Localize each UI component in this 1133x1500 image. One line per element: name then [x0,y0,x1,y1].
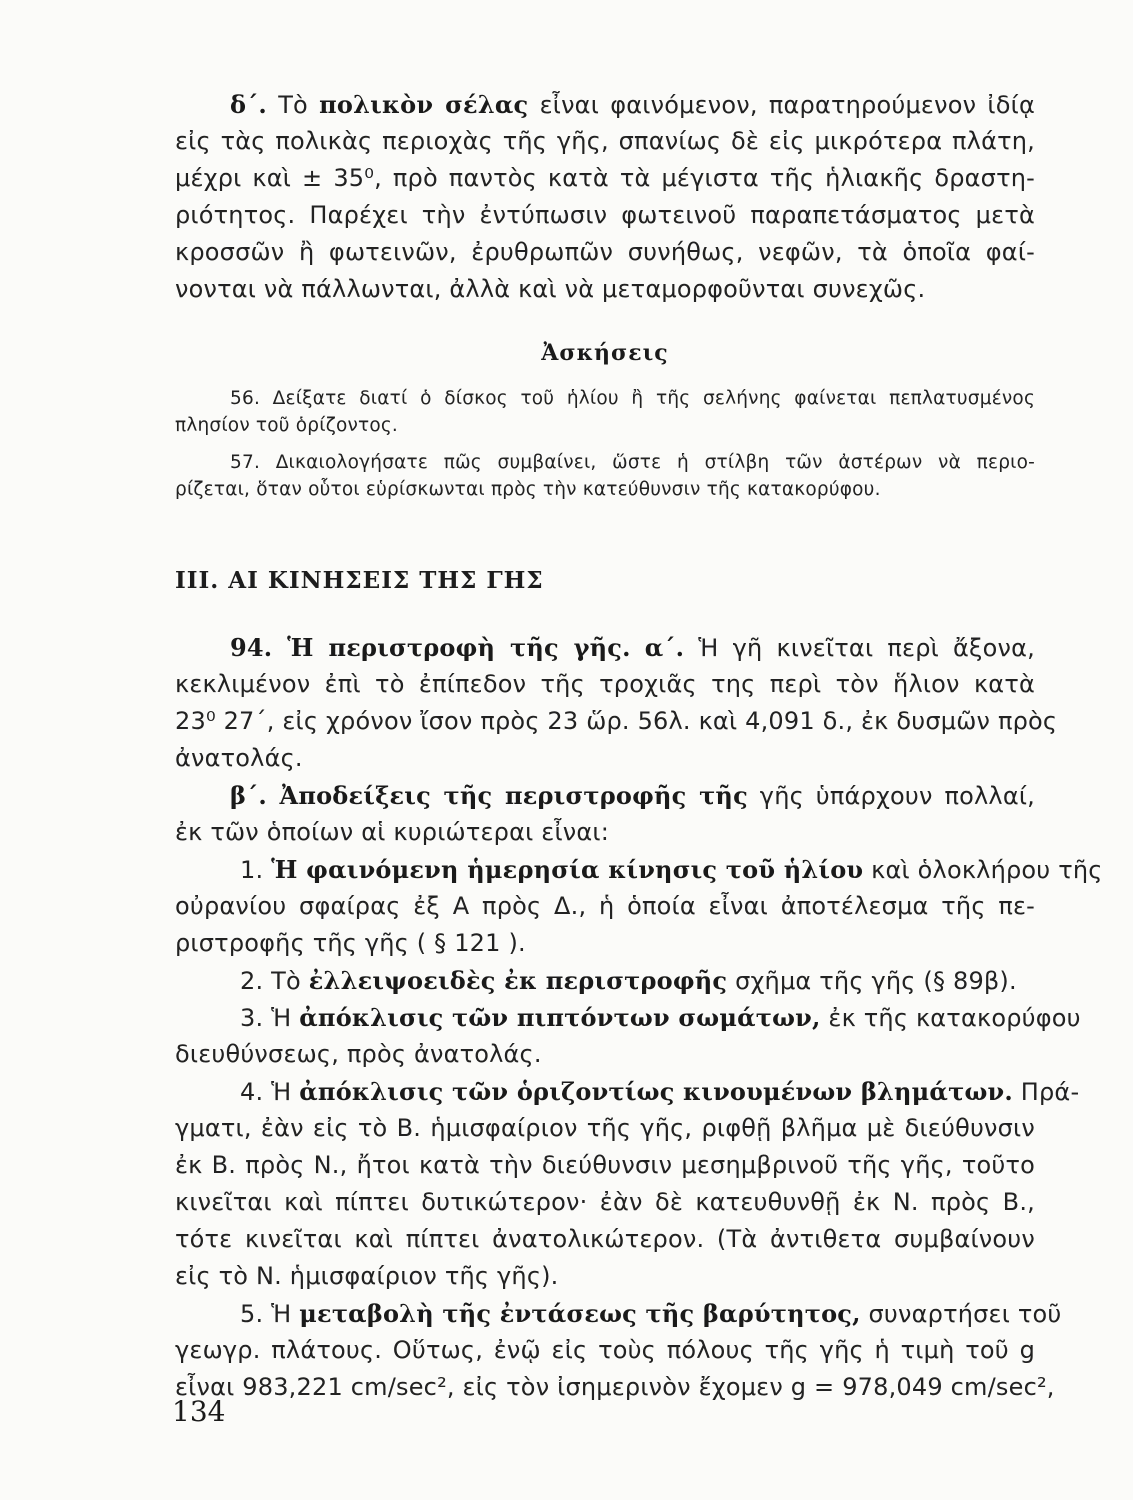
list-item: 3. Ἡ ἀπόκλισις τῶν πιπτόντων σωμάτων, ἐκ τῆς κατακορύφου [240,1003,1081,1032]
list-item: 5. Ἡ μεταβολὴ τῆς ἐντάσεως τῆς βαρύτητος, συναρτήσει τοῦ [240,1299,1062,1328]
exercises-section [175,340,1035,506]
text-line: ριότητος. Παρέχει τὴν ἐντύπωσιν φωτεινοῦ παραπετάσματος μετὰ [175,201,1035,229]
page-number: 134 [172,1395,226,1428]
text-line: ἐκ Β. πρὸς Ν., ἤτοι κατὰ τὴν διεύθυνσιν μεσημβρινοῦ τῆς γῆς, τοῦτο [175,1151,1035,1179]
text-line: δ΄. Τὸ πολικὸν σέλας εἶναι φαινόμενον, παρατηρούμενον ἰδίᾳ [230,90,1035,119]
text-line: κεκλιμένον ἐπὶ τὸ ἐπίπεδον τῆς τροχιᾶς της περὶ τὸν ἥλιον κατὰ [175,670,1035,698]
text-line: κροσσῶν ἢ φωτεινῶν, ἐρυθρωπῶν συνήθως, νεφῶν, τὰ ὁποῖα φαί- [175,238,1035,266]
text-line: 94. Ἡ περιστροφὴ τῆς γῆς. α΄. Ἡ γῆ κινεῖται περὶ ἄξονα, [230,633,1035,662]
paragraph-beta [175,781,1035,855]
list-item: 4. Ἡ ἀπόκλισις τῶν ὁριζοντίως κινουμένων βλημάτων. Πρά- [240,1077,1080,1106]
exercise-57-line: 57. Δικαιολογήσατε πῶς συμβαίνει, ὥστε ἡ στίλβη τῶν ἀστέρων νὰ περιο- [230,452,1035,473]
text-line: γεωγρ. πλάτους. Οὕτως, ἐνῷ εἰς τοὺς πόλους τῆς γῆς ἡ τιμὴ τοῦ g [175,1336,1035,1364]
list-item: 1. Ἡ φαινόμενη ἡμερησία κίνησις τοῦ ἡλίου καὶ ὁλοκλήρου τῆς [240,855,1103,884]
exercise-57-line: ρίζεται, ὅταν οὗτοι εὑρίσκωνται πρὸς τὴν κατεύθυνσιν τῆς κατακορύφου. [175,479,881,500]
text-line: γματι, ἐὰν εἰς τὸ Β. ἡμισφαίριον τῆς γῆς, ριφθῇ βλῆμα μὲ διεύθυνσιν [175,1114,1035,1142]
text-line: κινεῖται καὶ πίπτει δυτικώτερον· ἐὰν δὲ κατευθυνθῇ ἐκ Ν. πρὸς Β., [175,1188,1035,1216]
paragraph-polar-aurora [175,90,1035,312]
text-line: ἐκ τῶν ὁποίων αἱ κυριώτεραι εἶναι: [175,818,610,846]
list-item: 2. Τὸ ἐλλειψοειδὲς ἐκ περιστροφῆς σχῆμα τῆς γῆς (§ 89β). [240,966,1017,995]
section-title: III. ΑΙ ΚΙΝΗΣΕΙΣ ΤΗΣ ΓΗΣ [175,567,544,594]
text-line: διευθύνσεως, πρὸς ἀνατολάς. [175,1040,542,1068]
text-line: τότε κινεῖται καὶ πίπτει ἀνατολικώτερον. (Τὰ ἀντιθετα συμβαίνουν [175,1225,1035,1253]
proofs-list [175,855,1103,1410]
text-line: μέχρι καὶ ± 35⁰, πρὸ παντὸς κατὰ τὰ μέγιστα τῆς ἡλιακῆς δραστη- [175,164,1035,192]
section-heading [175,567,1035,594]
text-line: εἰς τὰς πολικὰς περιοχὰς τῆς γῆς, σπανίως δὲ εἰς μικρότερα πλάτη, [175,127,1035,155]
exercise-56-line: 56. Δείξατε διατί ὁ δίσκος τοῦ ἡλίου ἢ τῆς σελήνης φαίνεται πεπλατυσμένος [230,388,1035,409]
text-line: εἶναι 983,221 cm/sec², εἰς τὸν ἰσημερινὸν ἔχομεν g = 978,049 cm/sec², [175,1373,1055,1401]
exercise-56-line: πλησίον τοῦ ὁρίζοντος. [175,415,399,436]
text-line: ριστροφῆς τῆς γῆς ( § 121 ). [175,929,526,957]
text-line: εἰς τὸ Ν. ἡμισφαίριον τῆς γῆς). [175,1262,559,1290]
text-line: ἀνατολάς. [175,744,303,772]
text-line: νονται νὰ πάλλωνται, ἀλλὰ καὶ νὰ μεταμορφοῦνται συνεχῶς. [175,275,926,303]
text-line: β΄. Ἀποδείξεις τῆς περιστροφῆς τῆς γῆς ὑπάρχουν πολλαί, [230,781,1035,810]
paragraph-94 [175,633,1058,781]
text-line: 23⁰ 27΄, εἰς χρόνον ἴσον πρὸς 23 ὥρ. 56λ. καὶ 4,091 δ., ἐκ δυσμῶν πρὸς [175,707,1058,735]
text-line: οὐρανίου σφαίρας ἐξ Α πρὸς Δ., ἡ ὁποία εἶναι ἀποτέλεσμα τῆς πε- [175,892,1035,920]
exercises-title: Ἀσκήσεις [541,340,669,366]
